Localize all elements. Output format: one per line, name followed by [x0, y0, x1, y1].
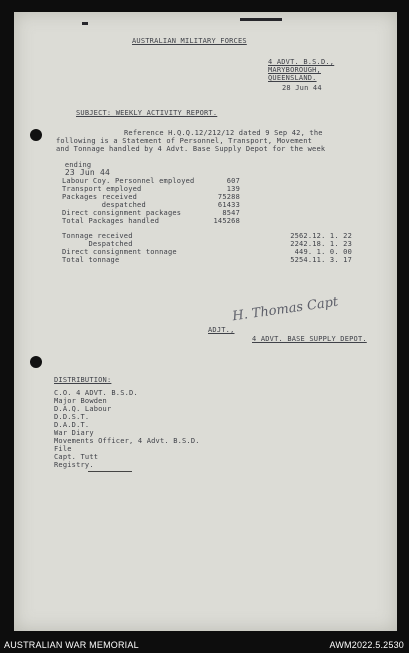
tonnage-value: 2242.18. 1. 23 — [290, 240, 352, 248]
punch-hole-bottom — [30, 356, 42, 368]
tonnage-label: Despatched — [62, 240, 133, 248]
distribution-item: C.O. 4 ADVT. B.S.D. — [54, 389, 138, 397]
stat-value: 607 — [226, 177, 240, 185]
distribution-item: Major Bowden — [54, 397, 107, 405]
letterhead-location-2: QUEENSLAND. — [268, 74, 317, 82]
signatory-unit: 4 ADVT. BASE SUPPLY DEPOT. — [252, 335, 367, 343]
signatory-rank: ADJT., — [208, 326, 235, 334]
distribution-item: Capt. Tutt — [54, 453, 99, 461]
stat-label: Transport employed — [62, 185, 142, 193]
handwritten-signature: H. Thomas Capt — [231, 294, 340, 325]
body-line: following is a Statement of Personnel, Transport, Movement — [56, 137, 313, 145]
tonnage-value: 5254.11. 3. 17 — [290, 256, 352, 264]
ink-mark — [240, 18, 282, 21]
body-line: and Tonnage handled by 4 Advt. Base Supply Depot for the week — [56, 145, 326, 153]
stat-label: Direct consignment packages — [62, 209, 182, 217]
stat-label: despatched — [62, 201, 146, 209]
stat-label: Labour Coy. Personnel employed — [62, 177, 195, 185]
body-line: Reference H.Q.Q.12/212/12 dated 9 Sep 42, the — [124, 129, 323, 137]
tonnage-value: 2562.12. 1. 22 — [290, 232, 352, 240]
letterhead-location-1: MARYBOROUGH, — [268, 66, 321, 74]
distribution-item: File — [54, 445, 72, 453]
week-ending-date: 23 Jun 44 — [64, 168, 110, 177]
distribution-item: D.A.D.T. — [54, 421, 90, 429]
stat-label: Packages received — [62, 193, 138, 201]
distribution-item: Movements Officer, 4 Advt. B.S.D. — [54, 437, 200, 445]
document-page — [14, 12, 397, 631]
stat-label: Total Packages handled — [62, 217, 160, 225]
stat-value: 139 — [226, 185, 240, 193]
distribution-heading: DISTRIBUTION: — [54, 376, 112, 384]
tonnage-label: Direct consignment tonnage — [62, 248, 177, 256]
body-line-prefix: ending — [64, 161, 92, 169]
subject-line: SUBJECT: WEEKLY ACTIVITY REPORT. — [76, 109, 218, 117]
stat-value: 8547 — [222, 209, 240, 217]
distribution-item: Registry. — [54, 461, 94, 469]
letterhead-org: AUSTRALIAN MILITARY FORCES — [132, 37, 247, 45]
distribution-item: D.D.S.T. — [54, 413, 90, 421]
distribution-item: War Diary — [54, 429, 94, 437]
closing-rule — [88, 471, 132, 472]
stat-value: 75288 — [217, 193, 240, 201]
tonnage-value: 449. 1. 0. 00 — [294, 248, 352, 256]
letter-date: 28 Jun 44 — [282, 84, 322, 92]
footer-accession-number: AWM2022.5.2530 — [329, 640, 404, 650]
tonnage-label: Tonnage received — [62, 232, 133, 240]
body-line — [56, 153, 110, 177]
footer-institution: AUSTRALIAN WAR MEMORIAL — [4, 640, 139, 650]
letterhead-unit: 4 ADVT. B.S.D., — [268, 58, 335, 66]
punch-hole-top — [30, 129, 42, 141]
ink-mark — [82, 22, 88, 25]
distribution-item: D.A.Q. Labour — [54, 405, 112, 413]
stat-value: 61433 — [217, 201, 240, 209]
stat-value: 145268 — [213, 217, 240, 225]
tonnage-label: Total tonnage — [62, 256, 120, 264]
